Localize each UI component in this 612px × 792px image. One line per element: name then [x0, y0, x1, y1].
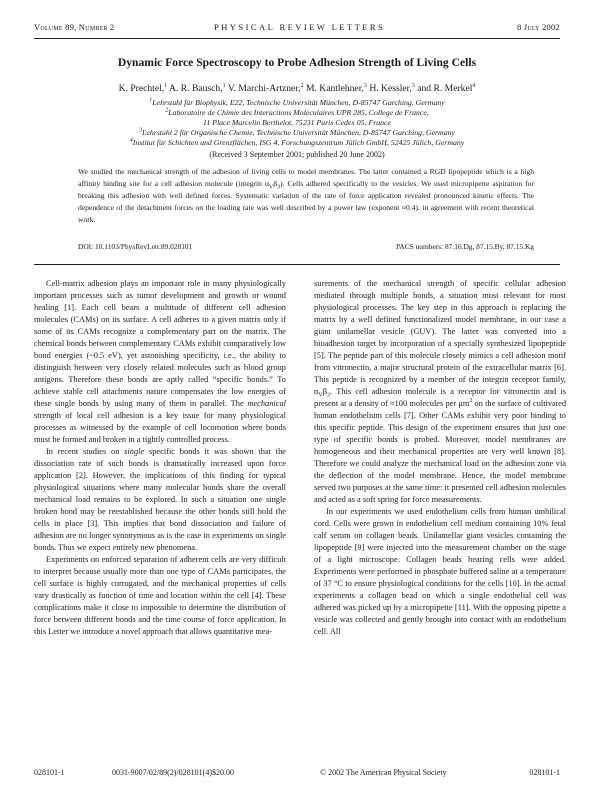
subscript: V [318, 392, 323, 399]
author-list [34, 83, 560, 94]
affiliation-2-cont [34, 118, 560, 128]
para-text: In recent studies on [46, 447, 125, 456]
subscript: V [268, 184, 274, 191]
para-text: specific bonds it was shown that the dissociation rate of such bonds is dramatically increased upon force application [2]. However, the implications of this finding for typical physiological situations where many molecular bonds share the overall mechanical load remains to be explored. In such a situation one single broken bond may be reestablished because the other bonds still hold the cells in place [3]. This implies that bond dissociation and failure of adhesion are no longer synonymous as is the case in experiments on single bonds. Thus we expect entirely new phenomena. [34, 447, 286, 552]
pacs-numbers: PACS numbers: 87.16.Dg, 87.15.By, 87.15.Kg [395, 242, 534, 251]
affil-text: Lehrstuhl für Biophysik, E22, Technische Universität München, D-85747 Garching, Germany [152, 98, 445, 107]
author: A. R. Bausch, [169, 83, 223, 94]
author: V. Marchi-Artzner, [227, 83, 301, 94]
paragraph [34, 278, 286, 446]
page-number-left: 028101-1 [34, 768, 65, 777]
affil-text: 11 Place Marcelin Berthelot, 75231 Paris Cedex 05, France [203, 118, 391, 127]
paragraph [34, 446, 286, 554]
author-affil-mark: 4 [472, 82, 476, 89]
para-text: . This cell adhesion molecule is a receptor for vitronectin and is present at a density of ≈100 molecules per μm [314, 387, 566, 408]
volume-number: Volume 89, Number 2 [34, 22, 115, 32]
author: H. Kessler, [369, 83, 412, 94]
paragraph: In our experiments we used endothelium cells from human umbilical cord. Cells were grown in endothelium cell medium containing 10% fetal calf serum on collagen beads. Unilamellar giant vesicles containing the lipopeptide [9] were injected into the measurement chamber on the stage of a light microscope. Collagen beads bearing cells were added. Experiments were performed in phosphate buffered saline at a temperature of 37 °C to ensure physiological conditions for the cells [10]. In the actual experiments a collagen bead on which a single endothelial cell was adhered was picked up by a micropipette [11]. With the opposing pipette a vesicle was collected and gently brought into contact with an endothelium cell. All [314, 507, 566, 636]
header-rule [34, 38, 560, 39]
abstract-rule [34, 264, 560, 265]
subscript: 3 [327, 392, 330, 399]
author-affil-mark: 1 [164, 82, 168, 89]
abstract [78, 166, 534, 226]
affiliation-3 [34, 128, 560, 138]
paragraph [314, 278, 566, 506]
doi-link[interactable]: DOI: 10.1103/PhysRevLett.89.028101 [78, 242, 193, 251]
running-head [34, 22, 560, 36]
author-affil-mark: 1 [222, 82, 226, 89]
issue-date: 8 July 2002 [516, 22, 560, 32]
emphasis: mechanical [247, 399, 286, 408]
para-text: Cell-matrix adhesion plays an important role in many physiologically important processes such as tumor development and growth or wound healing [1]. Each cell bears a multitude of different cell adhesion molecules (CAMs) on its surface. A cell adheres to a given matrix only if some of its CAMs recognize a complementary part on the matrix. The chemical bonds between complementary CAMs exhibit comparatively low bond energies (~0.5 eV), yet astonishing specificity, i.e., the ability to distinguish between very closely related molecules such as blood group antigens. Therefore these bonds are aptly called “specific bonds.” To achieve stable cell attachments nature compensates the low energies of these single bonds by using many of them in parallel. The [34, 279, 286, 408]
copyright-notice: © 2002 The American Physical Society [320, 768, 447, 777]
issn-code: 0031-9007/02/89(2)/028101(4)$20.00 [112, 768, 234, 777]
body-column-left [34, 278, 286, 638]
author: M. Kantlehner, [305, 83, 364, 94]
affiliation-4 [34, 138, 560, 148]
affil-mark: 3 [139, 127, 143, 134]
superscript: 2 [469, 398, 473, 405]
affil-text: Lehrstuhl 2 für Organische Chemie, Technische Universität München, D-85747 Garching, Germany [142, 128, 455, 137]
article-title: Dynamic Force Spectroscopy to Probe Adhesion Strength of Living Cells [117, 56, 477, 69]
affil-mark: 4 [129, 137, 133, 144]
author-affil-mark: 2 [300, 82, 304, 89]
body-column-right [314, 278, 566, 638]
para-text: on the surface of cultivated human endothelium cells [7]. Other CAMs exhibit very poor binding to this specific peptide. This design of the experiment ensures that just one type of specific bonds is probed. Moreover, model membranes are homogeneous and their mechanical properties are very well known [8]. Therefore we could analyze the mechanical load on the adhesion zone via the deflection of the model membrane. Hence, the model membrane served two purposes at the same time: it presented cell adhesion molecules and acted as a soft spring for force measurements. [314, 399, 567, 504]
para-text: strength of local cell adhesion is a key issue for many physiological processes as witnessed by the example of cell locomotion where bonds must be formed and broken in a tightly controlled process. [34, 411, 286, 444]
affil-text: Institut für Schichten und Grenzflächen, ISG 4, Forschungszentrum Jülich GmbH, 52425 Jülich, Germany [132, 138, 465, 147]
author-affil-mark: 3 [363, 82, 367, 89]
para-text: surements of the mechanical strength of specific cellular adhesion mediated through multiple bonds, a situation most relevant for most physiological processes. The key step in this approach is replacing the matrix by a well defined functionalized model membrane, in our case a giant unilamellar vesicle (GUV). The latter was converted into a bioadhesion target by incorporation of a specially synthesized lipopeptide [5]. The peptide part of this molecule closely mimics a cell adhesion motif from vitronectin, a major structural protein of the extracellular matrix [6]. This peptide is recognized by a member of the integrin receptor family, α [314, 279, 566, 396]
author: K. Prechtel, [118, 83, 165, 94]
abstract-text: β [273, 179, 278, 188]
abstract-text: We studied the mechanical strength of the adhesion of living cells to model membranes. The latter contained a RGD lipopeptide which is a high affinity binding site for a cell adhesion molecule (integrin α [78, 167, 534, 188]
affiliation-1 [34, 98, 560, 108]
emphasis: single [124, 447, 145, 456]
affil-mark: 1 [149, 97, 153, 104]
article-metadata [78, 242, 534, 254]
abstract-text: ). Cells adhered specifically to the vesicles. We used micropipette aspiration for breaking this adhesion with well defined forces. Systematic variation of the rate of force application revealed pronounced kinetic effects. The dependence of the detachment forces on the loading rate was well described by a power law (exponent ≈0.4), in agreement with recent theoretical work. [78, 179, 534, 224]
para-text: β [322, 387, 327, 396]
page-footer [34, 768, 560, 780]
page-number-right: 028101-1 [529, 768, 560, 777]
author: and R. Merkel [417, 83, 473, 94]
affil-mark: 2 [165, 107, 169, 114]
received-date: (Received 3 September 2001; published 20 June 2002) [209, 150, 385, 159]
journal-name: PHYSICAL REVIEW LETTERS [214, 22, 386, 32]
affil-text: Laboratoire de Chimie des Interactions Moleculaires UPR 285, College de France, [168, 108, 429, 117]
paragraph: Experiments on enforced separation of adherent cells are very difficult to interpret because usually more than one type of CAMs participates, the cell surface is highly corrugated, and the mechanical properties of cells vary drastically as function of time and location within the cell [4]. These complications make it close to impossible to determine the distribution of force between different bonds and the time course of force application. In this Letter we introduce a novel approach that allows quantitative mea- [34, 555, 286, 636]
author-affil-mark: 3 [411, 82, 415, 89]
affiliation-2 [34, 108, 560, 118]
subscript: 3 [277, 184, 281, 191]
